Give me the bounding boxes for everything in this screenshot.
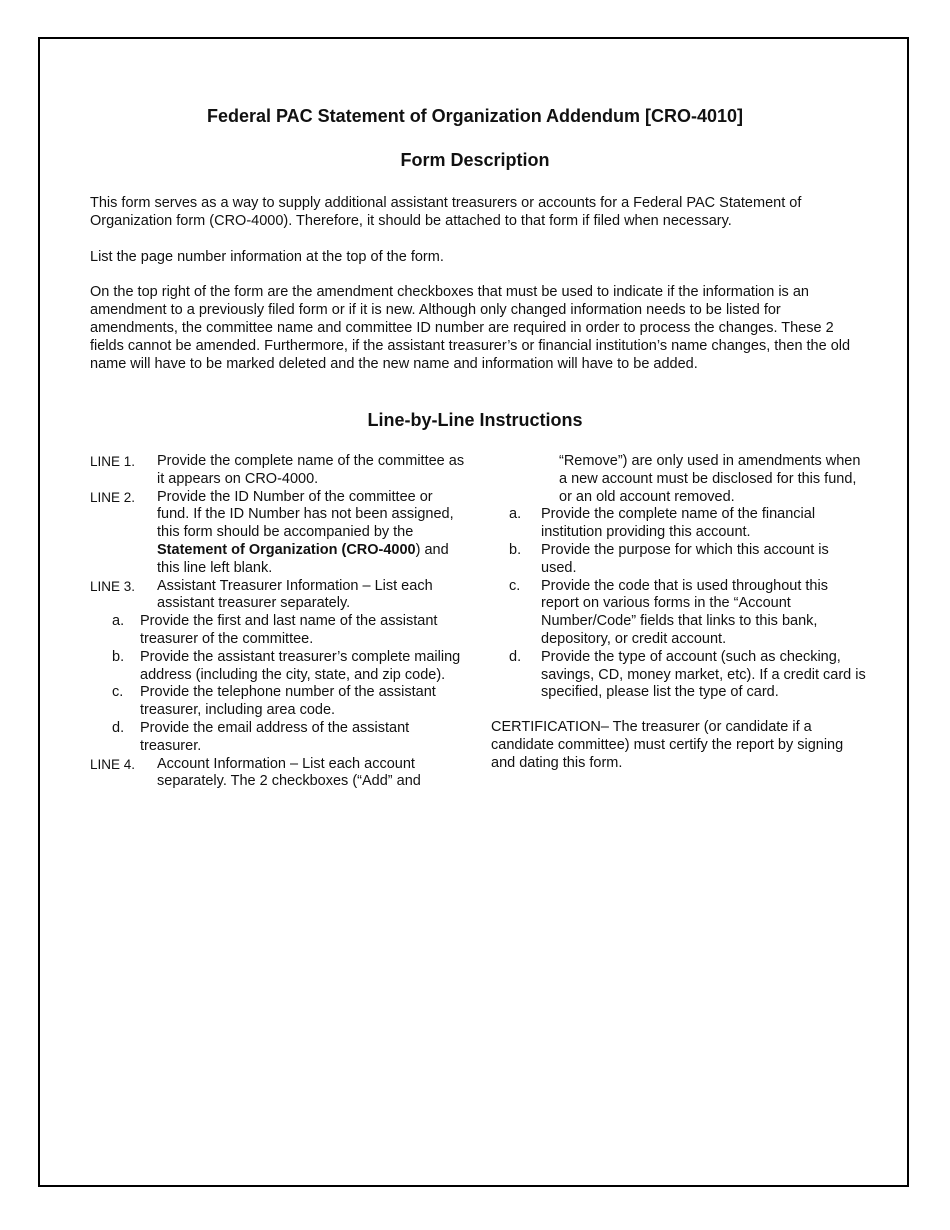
- line-4-item-d: [491, 649, 866, 702]
- list-label: b.: [112, 648, 125, 665]
- line-3-number: LINE 3.: [90, 578, 136, 594]
- line-3-item-c: [90, 684, 465, 720]
- line-4-item-b: [491, 542, 866, 578]
- line-3-item-b: [90, 649, 465, 685]
- line-3-text: Assistant Treasurer Information – List each assistant treasurer separately.: [157, 577, 433, 612]
- list-label: c.: [509, 577, 521, 594]
- list-label: b.: [509, 541, 522, 558]
- line-4-text: Account Information – List each account separately. The 2 checkboxes (“Add” and: [157, 755, 421, 790]
- line-4-number: LINE 4.: [90, 756, 136, 772]
- description-paragraph-1: This form serves as a way to supply additional assistant treasurers or accounts for a Federal PAC Statement of Organization form (CRO-4000). Therefore, it should be attached to that form if filed when necessary.: [90, 195, 802, 229]
- list-label: d.: [509, 648, 522, 665]
- list-text: Provide the assistant treasurer’s complete mailing address (including the city, state, and zip code).: [140, 648, 461, 683]
- description-paragraph-3: On the top right of the form are the amendment checkboxes that must be used to indicate if the information is an amendment to a previously filed form or if it is new. Although only changed information needs to be listed for amendments, the committee name and committee ID number are required in order to process the changes. These 2 fields cannot be amended. Furthermore, if the assistant treasurer’s or financial institution’s name changes, then the old name will have to be marked deleted and the new name and information will have to be added.: [90, 284, 851, 372]
- line-3-item-a: [90, 613, 465, 649]
- line-4-item-a: [491, 506, 866, 542]
- form-description-heading: Form Description: [400, 150, 550, 170]
- certification-text: CERTIFICATION– The treasurer (or candidate if a candidate committee) must certify the report by signing and dating this form.: [491, 719, 844, 771]
- line-1: [90, 453, 465, 489]
- line-2-text-a: Provide the ID Number of the committee or fund. If the ID Number has not been assigned, this form should be accompanied by the: [157, 488, 454, 541]
- line-2: [90, 489, 465, 578]
- line-2-bold-form-name: Statement of Organization (CRO-4000: [157, 541, 416, 558]
- list-text: Provide the complete name of the financial institution providing this account.: [541, 506, 816, 541]
- line-2-number: LINE 2.: [90, 489, 136, 505]
- line-2-text: [157, 489, 465, 578]
- list-label: d.: [112, 719, 125, 736]
- list-text: Provide the purpose for which this account is used.: [541, 541, 829, 576]
- line-4-item-c: [491, 578, 866, 649]
- instructions-heading: Line-by-Line Instructions: [367, 410, 583, 430]
- list-text: Provide the code that is used throughout this report on various forms in the “Account Number/Code” fields that links to this bank, depository, or credit account.: [541, 577, 828, 647]
- line-1-text: Provide the complete name of the committee as it appears on CRO-4000.: [157, 453, 465, 487]
- description-paragraph-2: List the page number information at the top of the form.: [90, 249, 444, 265]
- list-label: a.: [112, 613, 125, 630]
- line-3: [90, 578, 465, 614]
- list-label: c.: [112, 684, 124, 701]
- list-text: Provide the telephone number of the assistant treasurer, including area code.: [140, 684, 436, 719]
- line-3-item-d: [90, 720, 465, 756]
- line-2-text-b: ) and this line left blank.: [157, 541, 449, 576]
- line-1-number: LINE 1.: [90, 454, 136, 469]
- list-label: a.: [509, 506, 522, 523]
- instructions-left-column: [90, 453, 465, 791]
- instructions-right-column: [491, 453, 866, 773]
- page-title: Federal PAC Statement of Organization Addendum [CRO-4010]: [206, 106, 744, 126]
- list-text: Provide the first and last name of the assistant treasurer of the committee.: [140, 613, 438, 647]
- list-text: Provide the type of account (such as checking, savings, CD, money market, etc). If a credit card is specified, please list the type of card.: [541, 648, 866, 701]
- line-4-continuation: “Remove”) are only used in amendments when a new account must be disclosed for this fund, or an old account removed.: [559, 453, 861, 505]
- list-text: Provide the email address of the assistant treasurer.: [140, 719, 410, 754]
- line-4: [90, 756, 465, 792]
